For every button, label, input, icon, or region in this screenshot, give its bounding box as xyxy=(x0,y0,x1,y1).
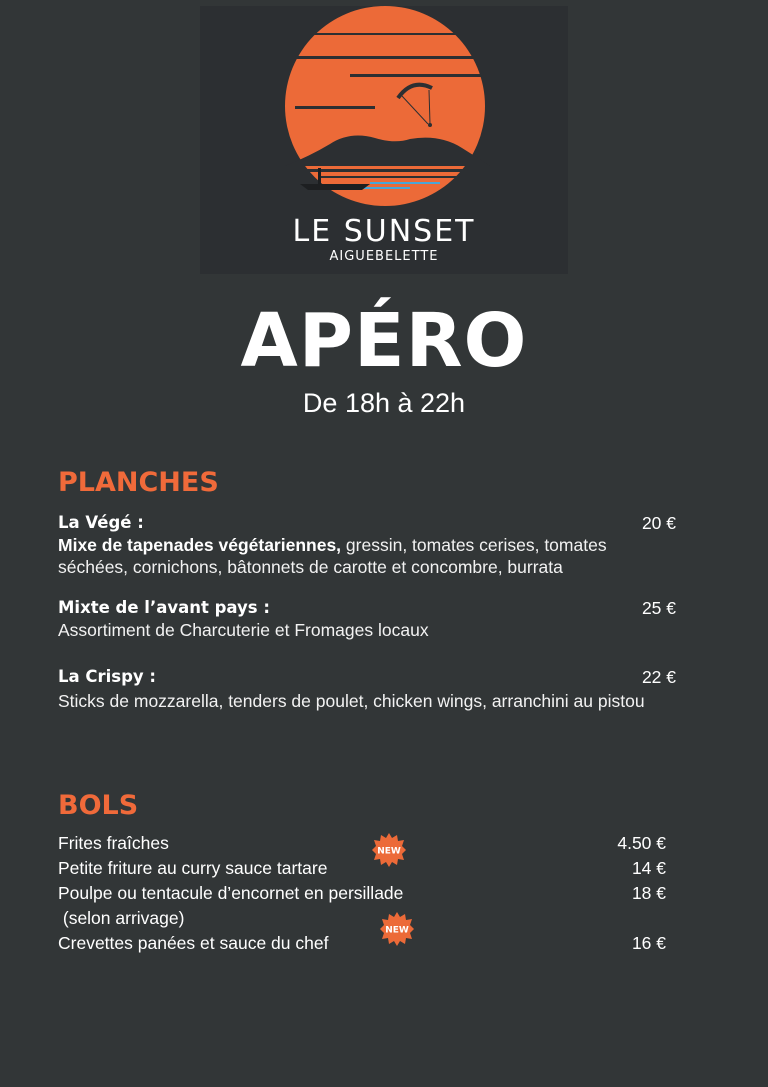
sunset-logo-icon xyxy=(200,6,568,216)
section-title-planches: PLANCHES xyxy=(58,467,219,498)
brand-location: AIGUEBELETTE xyxy=(329,249,439,264)
item-price: 16 € xyxy=(631,933,666,953)
new-badge-label: NEW xyxy=(377,846,401,857)
new-badge-icon xyxy=(380,912,414,946)
item-name: Poulpe ou tentacule d’encornet en persillade xyxy=(58,883,404,903)
logo xyxy=(200,6,568,274)
new-badge-label: NEW xyxy=(385,925,409,936)
page-title: APÉRO xyxy=(240,298,528,384)
item-name: La Végé : xyxy=(58,513,144,532)
item-note: (selon arrivage) xyxy=(58,908,185,928)
item-price: 14 € xyxy=(631,858,666,878)
item-price: 4.50 € xyxy=(617,833,666,853)
item-description: Assortiment de Charcuterie et Fromages locaux xyxy=(58,620,429,640)
section-title-bols: BOLS xyxy=(58,790,139,821)
item-price: 25 € xyxy=(641,598,676,618)
bol-item-frites xyxy=(58,831,666,856)
item-name: Crevettes panées et sauce du chef xyxy=(58,933,329,953)
item-name: Mixte de l’avant pays : xyxy=(58,598,270,617)
menu-item-mixte xyxy=(58,597,676,641)
item-description xyxy=(58,534,676,578)
bol-item-friture xyxy=(58,856,666,881)
item-price: 22 € xyxy=(641,667,676,687)
item-name: La Crispy : xyxy=(58,667,157,686)
item-name: Frites fraîches xyxy=(58,833,169,853)
brand-name: LE SUNSET xyxy=(292,214,476,249)
bol-item-poulpe-note xyxy=(58,906,666,931)
bol-item-crevettes xyxy=(58,931,666,956)
menu-item-crispy xyxy=(58,666,676,714)
item-description: Sticks de mozzarella, tenders de poulet, chicken wings, arranchini au pistou xyxy=(58,691,645,711)
item-description-highlight: Mixe de tapenades végétariennes, xyxy=(58,535,342,555)
menu-item-vege xyxy=(58,512,676,578)
item-price: 20 € xyxy=(641,513,676,533)
bol-item-poulpe xyxy=(58,881,666,906)
new-badge-icon xyxy=(372,833,406,867)
item-name: Petite friture au curry sauce tartare xyxy=(58,858,328,878)
item-description-text: gressin, tomates cerises, tomates séchées, cornichons, bâtonnets de carotte et concombre, burrata xyxy=(58,535,607,577)
opening-hours: De 18h à 22h xyxy=(302,388,466,418)
item-price: 18 € xyxy=(631,883,666,903)
